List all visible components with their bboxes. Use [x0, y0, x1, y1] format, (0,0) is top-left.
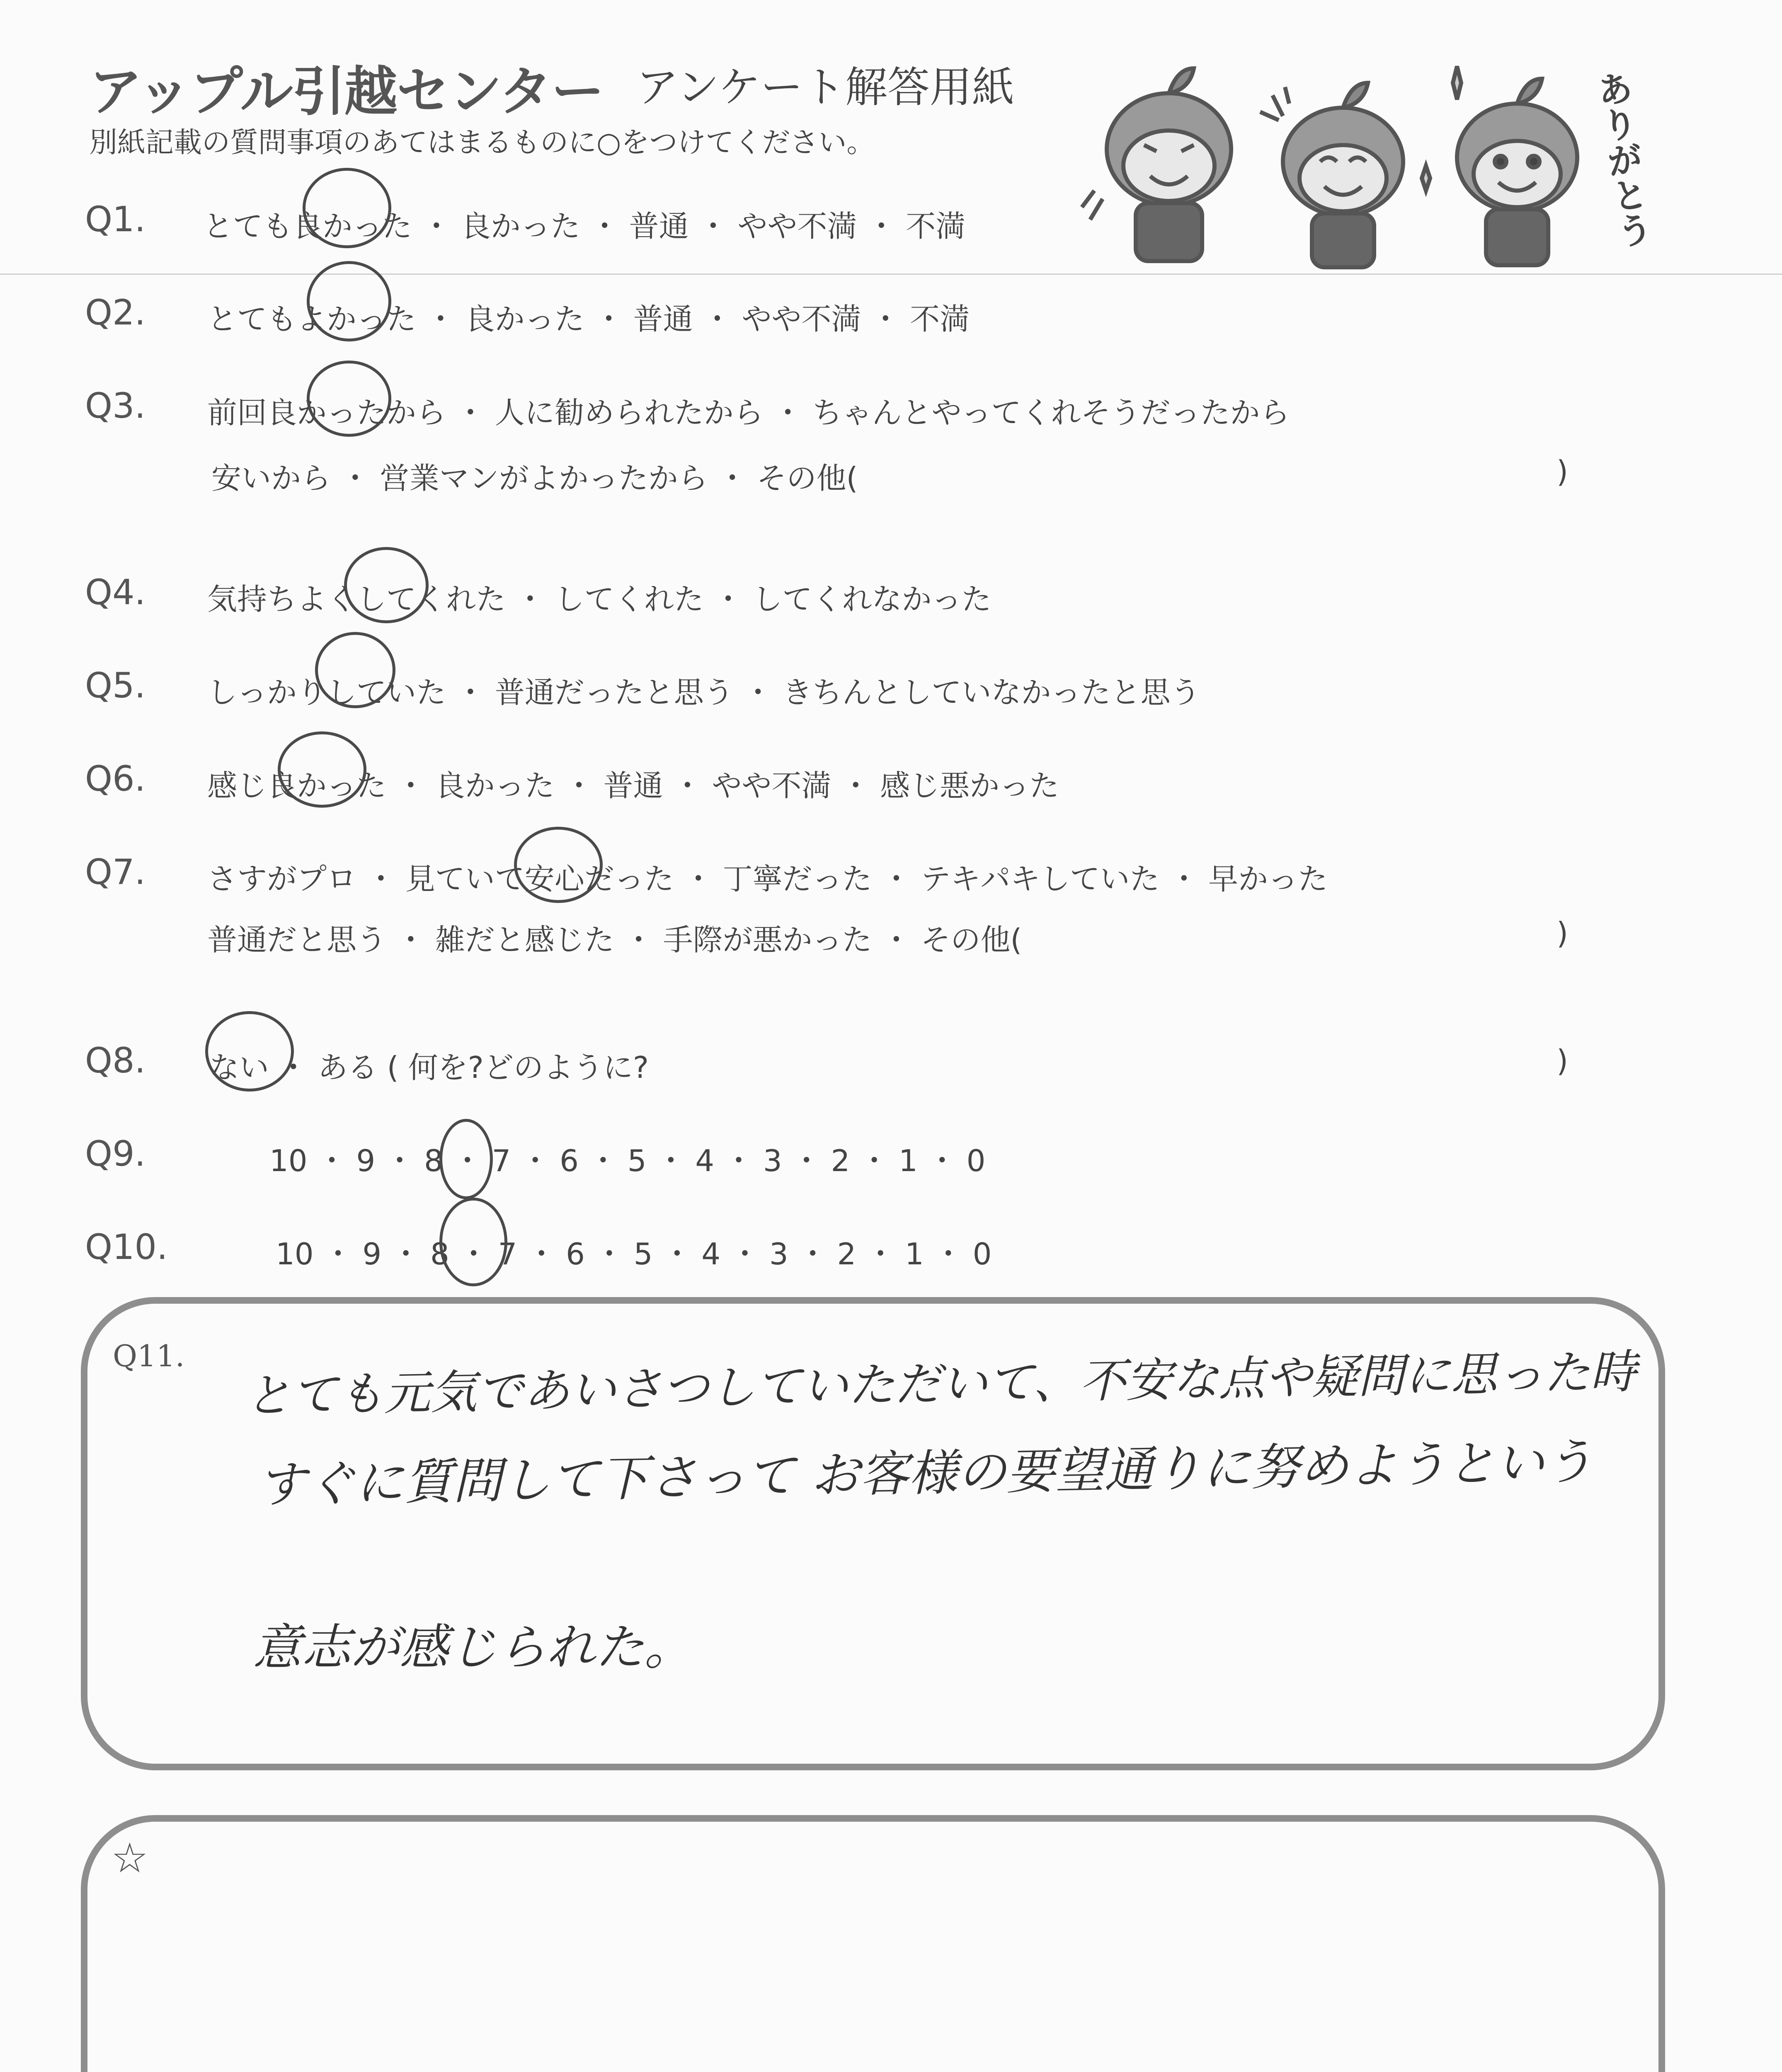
q2-label: Q2.: [85, 292, 146, 333]
q8-label: Q8.: [85, 1040, 146, 1081]
q7-close-paren: ): [1557, 916, 1569, 951]
q7-options-line2: 普通だと思う ・ 雑だと感じた ・ 手際が悪かった ・ その他(: [207, 922, 1022, 957]
q5-label: Q5.: [85, 665, 146, 706]
q3-label: Q3.: [85, 385, 146, 426]
mascot-caption: ありがとう: [1588, 68, 1655, 251]
q10-label: Q10.: [85, 1227, 168, 1267]
monkey-mascot-icon: [1082, 68, 1231, 261]
monkey-mascots-illustration: [1078, 58, 1658, 274]
instruction-text: 別紙記載の質問事項のあてはまるものに○をつけてください。: [89, 126, 875, 159]
q1-options: とても良かった ・ 良かった ・ 普通 ・ やや不満 ・ 不満: [203, 209, 966, 244]
q10-answer-circle: [439, 1198, 507, 1286]
q7-answer-circle: [514, 827, 603, 903]
q2-options: とてもよかった ・ 良かった ・ 普通 ・ やや不満 ・ 不満: [207, 302, 970, 336]
q10-scale: 10 ・ 9 ・ 8 ・ 7 ・ 6 ・ 5 ・ 4 ・ 3 ・ 2 ・ 1 ・ 0: [276, 1237, 992, 1271]
q5-options: しっかりしていた ・ 普通だったと思う ・ きちんとしていなかったと思う: [207, 675, 1200, 710]
q3-close-paren: ): [1557, 454, 1569, 489]
star-comment-box: [81, 1815, 1665, 2072]
q11-handwritten-line3: 意志が感じられた。: [253, 1619, 693, 1676]
monkey-mascot-icon: [1422, 66, 1577, 265]
q7-label: Q7.: [85, 852, 146, 892]
q5-answer-circle: [315, 632, 395, 708]
q9-label: Q9.: [85, 1133, 146, 1174]
q8-answer-circle: [205, 1011, 294, 1092]
q9-scale: 10 ・ 9 ・ 8 ・ 7 ・ 6 ・ 5 ・ 4 ・ 3 ・ 2 ・ 1 ・ 0: [269, 1143, 986, 1178]
q2-answer-circle: [307, 261, 391, 341]
star-icon: ☆: [111, 1834, 148, 1882]
form-subtitle: アンケート解答用紙: [636, 63, 1014, 112]
company-title: アップル引越センター: [89, 61, 604, 123]
q11-handwritten-line1: とても元気であいさつしていただいて、不安な点や疑問に思った時: [244, 1345, 1637, 1423]
q4-label: Q4.: [85, 572, 146, 612]
q4-answer-circle: [344, 547, 429, 623]
q3-answer-circle: [307, 361, 391, 437]
q8-close-paren: ): [1557, 1043, 1569, 1078]
header-divider: [0, 274, 1782, 275]
q7-options-line1: さすがプロ ・ 見ていて安心だった ・ 丁寧だった ・ テキパキしていた ・ 早かった: [207, 862, 1328, 896]
q4-options: 気持ちよくしてくれた ・ してくれた ・ してくれなかった: [207, 582, 992, 617]
q9-answer-circle: [439, 1119, 493, 1199]
q8-options: ない ・ ある ( 何を?どのように?: [209, 1050, 649, 1085]
q11-label: Q11.: [113, 1339, 185, 1373]
q1-label: Q1.: [85, 199, 146, 240]
q1-answer-circle: [303, 168, 391, 248]
monkey-mascot-icon: [1260, 83, 1403, 267]
q3-options-line2: 安いから ・ 営業マンがよかったから ・ その他(: [211, 461, 858, 496]
q6-answer-circle: [278, 731, 366, 808]
q6-options: 感じ良かった ・ 良かった ・ 普通 ・ やや不満 ・ 感じ悪かった: [207, 768, 1060, 803]
q3-options-line1: 前回良かったから ・ 人に勧められたから ・ ちゃんとやってくれそうだったから: [207, 395, 1290, 430]
q6-label: Q6.: [85, 758, 146, 799]
q11-handwritten-line2: すぐに質問して下さって お客様の要望通りに努めようという: [257, 1433, 1594, 1514]
